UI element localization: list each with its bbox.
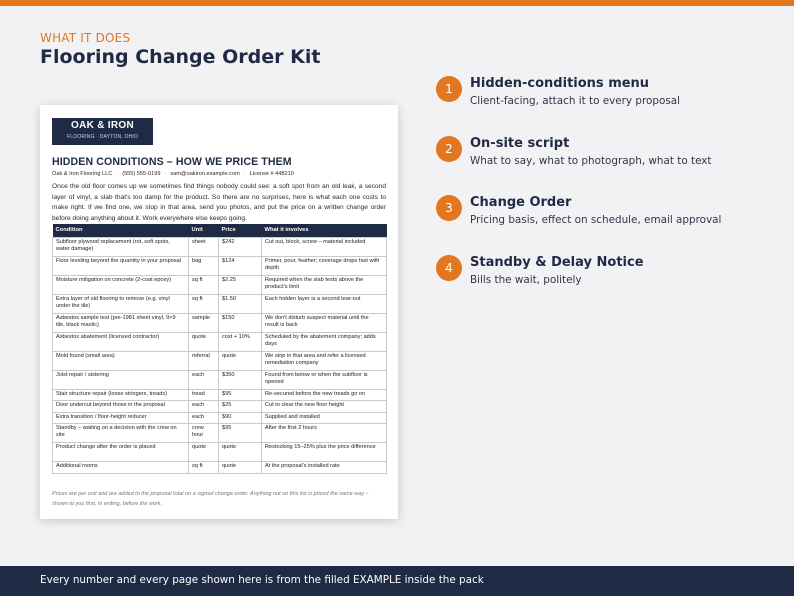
table-row (53, 424, 387, 443)
cell-unit: crew hour (189, 424, 219, 443)
cell-price: $150 (219, 313, 262, 332)
cell-price: $90 (219, 412, 262, 424)
license-number: License # 448210 (249, 171, 294, 177)
cell-involves: Scheduled by the abatement company; adds days (262, 332, 387, 351)
table-row (53, 275, 387, 294)
cell-condition: Subfloor plywood replacement (rot, soft spots, water damage) (53, 237, 189, 256)
column-header-condition: Condition (53, 224, 189, 237)
cell-condition: Joist repair / sistering (53, 370, 189, 389)
cell-unit: sheet (189, 237, 219, 256)
cell-condition: Additional rooms (53, 462, 189, 474)
cell-price: $95 (219, 424, 262, 443)
cell-condition: Stair structure repair (loose stringers, treads) (53, 389, 189, 401)
cell-involves: Cut to clear the new floor height (262, 401, 387, 413)
column-header-unit: Unit (189, 224, 219, 237)
table-row (53, 462, 387, 474)
cell-condition: Extra layer of old flooring to remove (e.g. vinyl under the tile) (53, 294, 189, 313)
document-footnote: Prices are per unit and are added to the proposal total on a signed change order. Anything not on this list is priced the same way – shown to you first, in writing, before the work. (52, 491, 369, 507)
cell-unit: referral (189, 351, 219, 370)
document-title: HIDDEN CONDITIONS – HOW WE PRICE THEM (52, 156, 292, 168)
cell-condition: Standby – waiting on a decision with the crew on site (53, 424, 189, 443)
cell-condition: Asbestos abatement (licensed contractor) (53, 332, 189, 351)
intro-paragraph: Once the old floor comes up we sometimes find things nobody could see: a soft spot from an old leak, a second layer of vinyl, a slab that's too damp for the product. So there are no surprises, here is what each one costs to make right. If we find one, we stop in that area, send you photos, and put the price on a written change order before doing anything about it. Work everywhere else keeps going. (52, 183, 386, 222)
cell-involves: Restocking 15–25% plus the price difference (262, 443, 387, 462)
table-row (53, 237, 387, 256)
cell-involves: Required when the slab tests above the product's limit (262, 275, 387, 294)
eyebrow-label: WHAT IT DOES (40, 31, 131, 45)
contact-separator: · (164, 171, 167, 177)
column-header-price: Price (219, 224, 262, 237)
cell-price: $2.25 (219, 275, 262, 294)
cell-price: $350 (219, 370, 262, 389)
cell-condition: Moisture mitigation on concrete (2-coat epoxy) (53, 275, 189, 294)
table-header-row (53, 224, 387, 237)
contact-separator: · (243, 171, 246, 177)
table-row (53, 313, 387, 332)
cell-condition: Product change after the order is placed (53, 443, 189, 462)
cell-unit: sq ft (189, 462, 219, 474)
footer-text: Every number and every page shown here is from the filled EXAMPLE inside the pack (40, 574, 484, 586)
step-number-badge: 3 (436, 195, 462, 221)
table-row (53, 412, 387, 424)
cell-involves: We stop in that area and refer a licensed remediation company (262, 351, 387, 370)
step-title: On-site script (470, 136, 570, 151)
logo-tagline: FLOORING · DAYTON, OHIO (66, 134, 139, 140)
cell-price: $242 (219, 237, 262, 256)
contact-separator: · (116, 171, 119, 177)
cell-unit: sq ft (189, 294, 219, 313)
step-description: Client-facing, attach it to every proposal (470, 95, 680, 107)
table-row (53, 332, 387, 351)
table-row (53, 294, 387, 313)
cell-unit: each (189, 401, 219, 413)
cell-price: $25 (219, 401, 262, 413)
cell-unit: sq ft (189, 275, 219, 294)
cell-price: quote (219, 462, 262, 474)
cell-price: $124 (219, 256, 262, 275)
cell-involves: At the proposal's installed rate (262, 462, 387, 474)
cell-unit: each (189, 412, 219, 424)
step-item-3 (436, 195, 766, 235)
cell-unit: quote (189, 332, 219, 351)
cell-involves: Each hidden layer is a second tear-out (262, 294, 387, 313)
page-title: Flooring Change Order Kit (40, 46, 321, 68)
step-number-badge: 1 (436, 76, 462, 102)
cell-involves: Supplied and installed (262, 412, 387, 424)
cell-condition: Mold found (small area) (53, 351, 189, 370)
table-row (53, 370, 387, 389)
step-description: Bills the wait, politely (470, 274, 582, 286)
cell-involves: Cut out, block, screw – material included (262, 237, 387, 256)
cell-unit: tread (189, 389, 219, 401)
step-title: Standby & Delay Notice (470, 255, 644, 270)
cell-price: cost + 10% (219, 332, 262, 351)
table-row (53, 256, 387, 275)
cell-unit: sample (189, 313, 219, 332)
cell-involves: Found from below or when the subfloor is opened (262, 370, 387, 389)
step-description: Pricing basis, effect on schedule, email approval (470, 214, 722, 226)
cell-price: quote (219, 443, 262, 462)
step-number-badge: 2 (436, 136, 462, 162)
table-row (53, 443, 387, 462)
company-name: Oak & Iron Flooring LLC (52, 171, 113, 177)
cell-involves: Re-secured before the new treads go on (262, 389, 387, 401)
cell-condition: Asbestos sample test (pre-1981 sheet vinyl, 9×9 tile, black mastic) (53, 313, 189, 332)
step-title: Hidden-conditions menu (470, 76, 650, 91)
footer-bar (0, 566, 794, 596)
cell-unit: quote (189, 443, 219, 462)
table-row (53, 389, 387, 401)
document-preview (40, 105, 398, 519)
company-logo (52, 118, 153, 145)
cell-involves: Primer, pour, feather; coverage drops fast with depth (262, 256, 387, 275)
contact-line (52, 171, 392, 177)
cell-unit: bag (189, 256, 219, 275)
step-title: Change Order (470, 195, 572, 210)
cell-price: quote (219, 351, 262, 370)
cell-price: $1.50 (219, 294, 262, 313)
cell-condition: Extra transition / floor-height reducer (53, 412, 189, 424)
step-description: What to say, what to photograph, what to text (470, 155, 712, 167)
cell-unit: each (189, 370, 219, 389)
cell-price: $95 (219, 389, 262, 401)
cell-condition: Floor leveling beyond the quantity in your proposal (53, 256, 189, 275)
step-item-4 (436, 255, 766, 295)
company-phone: (555) 555-0199 (122, 171, 161, 177)
step-item-1 (436, 76, 766, 116)
table-row (53, 351, 387, 370)
step-item-2 (436, 136, 766, 176)
cell-involves: After the first 2 hours (262, 424, 387, 443)
company-email: sam@oakiron.example.com (170, 171, 240, 177)
pricing-table (52, 224, 387, 474)
logo-name: OAK & IRON (71, 120, 134, 131)
top-accent-bar (0, 0, 794, 6)
step-number-badge: 4 (436, 255, 462, 281)
cell-involves: We don't disturb suspect material until the result is back (262, 313, 387, 332)
cell-condition: Door undercut beyond those in the proposal (53, 401, 189, 413)
table-row (53, 401, 387, 413)
column-header-involves: What it involves (262, 224, 387, 237)
